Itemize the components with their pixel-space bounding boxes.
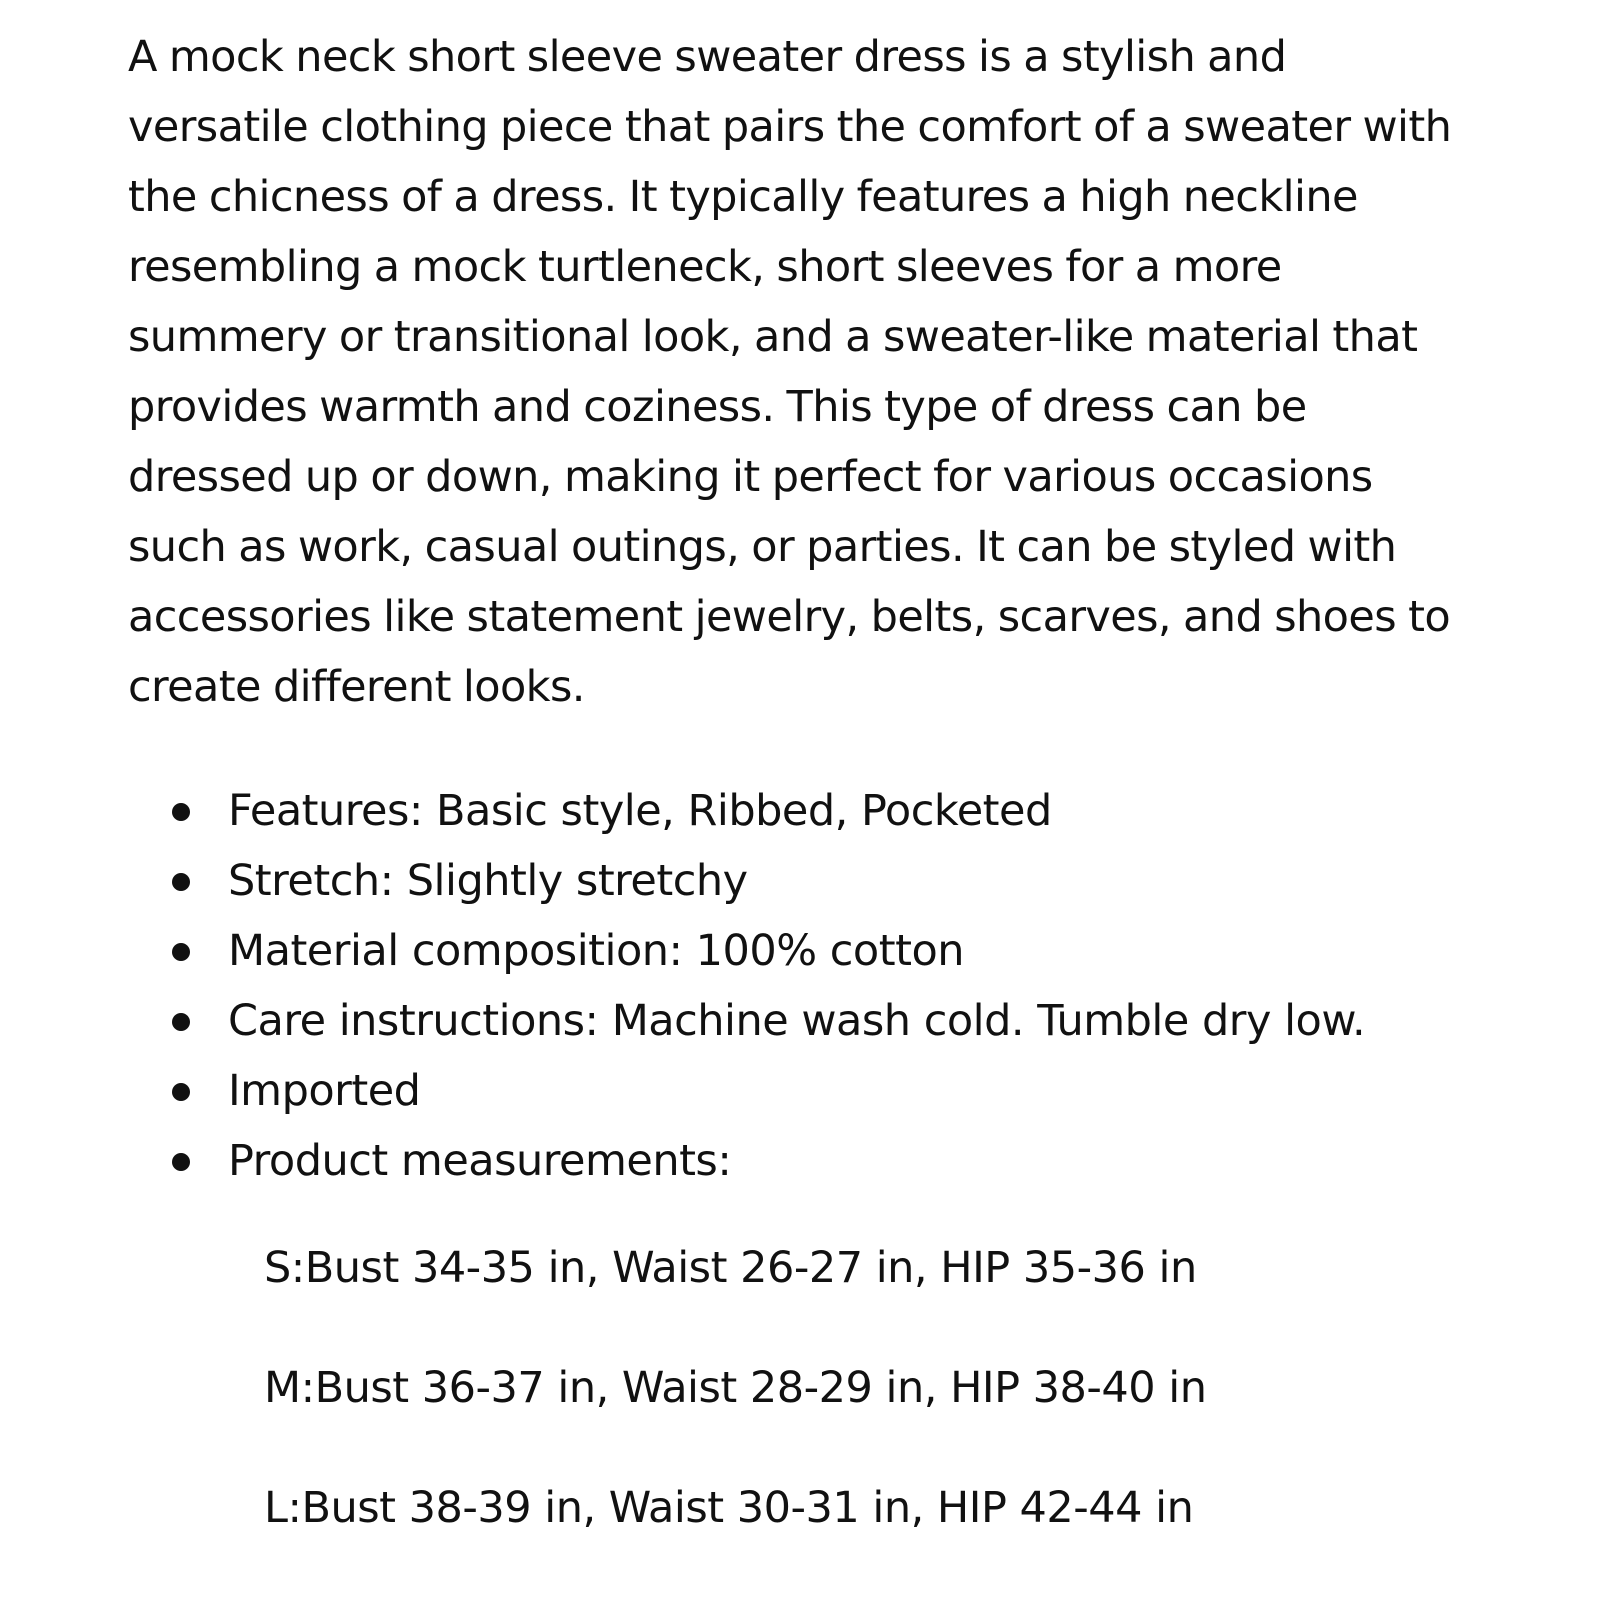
measurement-size-m: M:Bust 36-37 in, Waist 28-29 in, HIP 38-40 in (264, 1363, 1207, 1413)
measurement-size-s: S:Bust 34-35 in, Waist 26-27 in, HIP 35-36 in (264, 1243, 1197, 1293)
feature-list-item (172, 846, 1472, 916)
product-description-page (128, 22, 1458, 1533)
feature-text: Product measurements: (228, 1136, 732, 1186)
bullet-icon (172, 1083, 190, 1101)
feature-list-item (172, 1056, 1472, 1126)
feature-list-item (172, 916, 1472, 986)
feature-text: Imported (228, 1066, 421, 1116)
product-description-paragraph: A mock neck short sleeve sweater dress is a stylish and versatile clothing piece that pairs the comfort of a sweater with the chicness of a dress. It typically features a high neckline resembling a mock turtleneck, short sleeves for a more summery or transitional look, and a sweater-like material that provides warmth and coziness. This type of dress can be dressed up or down, making it perfect for various occasions such as work, casual outings, or parties. It can be styled with accessories like statement jewelry, belts, scarves, and shoes to create different looks. (128, 32, 1452, 712)
bullet-icon (172, 943, 190, 961)
feature-text: Features: Basic style, Ribbed, Pocketed (228, 786, 1052, 836)
product-features-list (172, 776, 1472, 1196)
bullet-icon (172, 803, 190, 821)
feature-list-item (172, 1126, 1472, 1196)
bullet-icon (172, 873, 190, 891)
feature-text: Material composition: 100% cotton (228, 926, 964, 976)
bullet-icon (172, 1013, 190, 1031)
feature-text: Care instructions: Machine wash cold. Tumble dry low. (228, 996, 1366, 1046)
product-measurements (264, 1240, 1464, 1600)
feature-list-item (172, 986, 1472, 1056)
feature-text: Stretch: Slightly stretchy (228, 856, 748, 906)
measurement-size-l: L:Bust 38-39 in, Waist 30-31 in, HIP 42-44 in (264, 1483, 1194, 1533)
feature-list-item (172, 776, 1472, 846)
bullet-icon (172, 1153, 190, 1171)
